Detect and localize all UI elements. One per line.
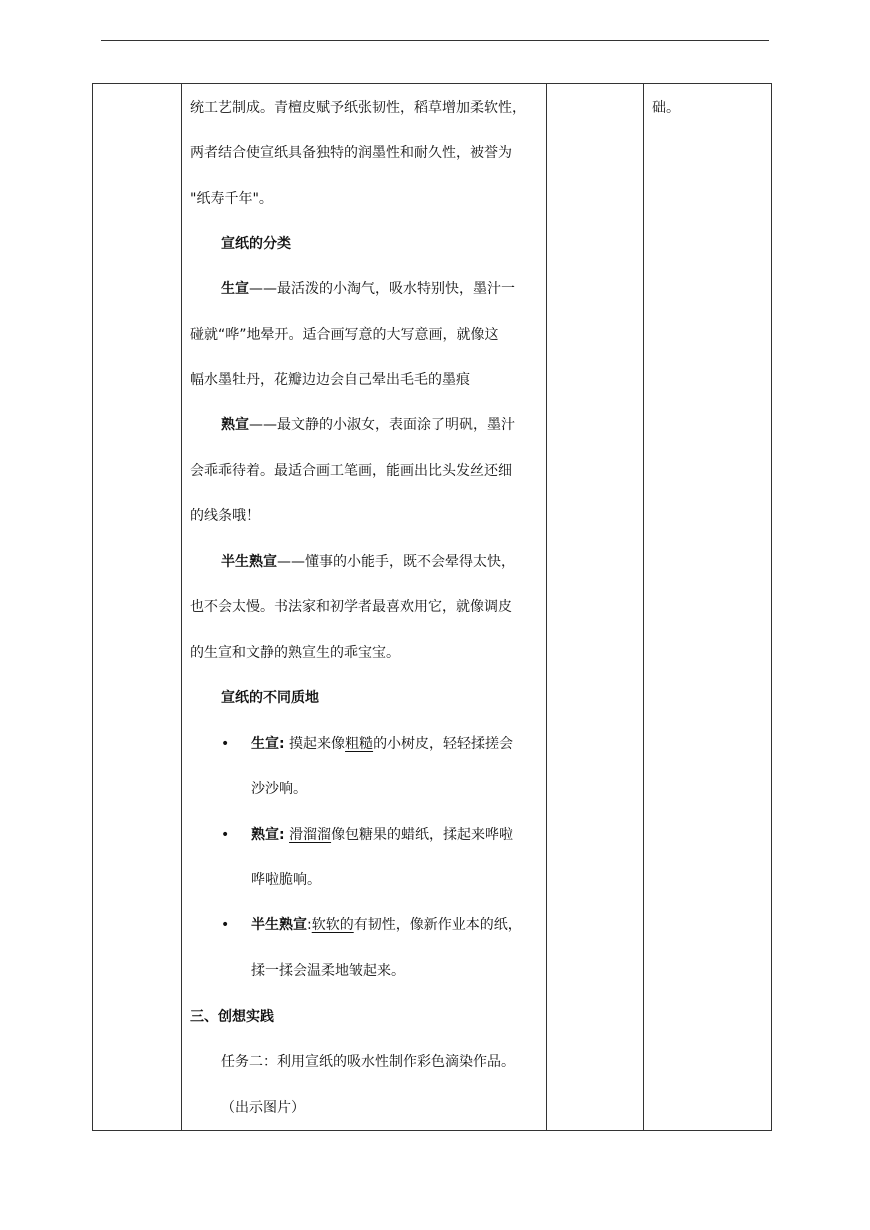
text: 摸起来像: [284, 736, 346, 752]
term-shengxuan: 生宣: [221, 281, 249, 297]
text: ——最文静的小淑女，表面涂了明矾，墨汁: [249, 417, 515, 433]
list-item-continuation: 揉一揉会温柔地皱起来。: [251, 963, 405, 979]
text: 的小树皮，轻轻揉搓会: [373, 736, 514, 752]
col4-text: 础。: [652, 100, 680, 116]
text: ——最活泼的小淘气，吸水特别快，墨汁一: [249, 281, 515, 297]
note-text: （出示图片）: [221, 1100, 305, 1116]
bullet-icon: •: [221, 917, 230, 933]
list-item-continuation: 沙沙响。: [251, 781, 307, 797]
paragraph-line: [221, 551, 515, 573]
section-heading: 宣纸的分类: [221, 236, 291, 252]
term: 半生熟宣: [251, 917, 307, 933]
bullet-icon: •: [221, 736, 230, 752]
paragraph-line: 碰就“哗”地晕开。适合画写意的大写意画，就像这: [190, 327, 499, 343]
list-item: [251, 733, 513, 755]
text: 有韧性，像新作业本的纸，: [353, 917, 522, 933]
paragraph-line: 统工艺制成。青檀皮赋予纸张韧性，稻草增加柔软性，: [190, 100, 526, 116]
text: 像包糖果的蜡纸，揉起来哗啦: [331, 827, 514, 843]
bullet-icon: •: [221, 827, 230, 843]
paragraph-line: [221, 278, 515, 300]
paragraph-line: 会乖乖待着。最适合画工笔画，能画出比头发丝还细: [190, 463, 512, 479]
section-heading: 三、创想实践: [190, 1009, 274, 1025]
list-item: [251, 824, 513, 846]
paragraph-line: 的生宣和文静的熟宣生的乖宝宝。: [190, 645, 400, 661]
paragraph-line: [221, 414, 515, 436]
term-shuxuan: 熟宣: [221, 417, 249, 433]
column-divider-3: [643, 84, 644, 1130]
paragraph-line: 幅水墨牡丹，花瓣边边会自己晕出毛毛的墨痕: [190, 372, 470, 388]
underlined-word: 软软的: [311, 917, 354, 933]
section-heading: 宣纸的不同质地: [221, 690, 319, 706]
text: ——懂事的小能手，既不会晕得太快，: [277, 554, 515, 570]
column-divider-2: [546, 84, 547, 1130]
underlined-word: 粗糙: [345, 736, 374, 752]
paragraph-line: "纸寿千年"。: [190, 191, 273, 207]
paragraph-line: 两者结合使宣纸具备独特的润墨性和耐久性，被誉为: [190, 145, 512, 161]
header-rule: [101, 40, 769, 41]
text: :: [307, 917, 312, 933]
underlined-word: 滑溜溜: [289, 827, 332, 843]
list-item: [251, 914, 522, 936]
term: 生宣:: [251, 736, 285, 752]
column-divider-1: [181, 84, 182, 1130]
list-item-continuation: 哗啦脆响。: [251, 872, 321, 888]
paragraph-line: 的线条哦！: [190, 508, 260, 524]
term: 熟宣:: [251, 827, 285, 843]
paragraph-line: 也不会太慢。书法家和初学者最喜欢用它，就像调皮: [190, 599, 512, 615]
task-text: 任务二：利用宣纸的吸水性制作彩色滴染作品。: [221, 1054, 515, 1070]
term-banshengshuxuan: 半生熟宣: [221, 554, 277, 570]
